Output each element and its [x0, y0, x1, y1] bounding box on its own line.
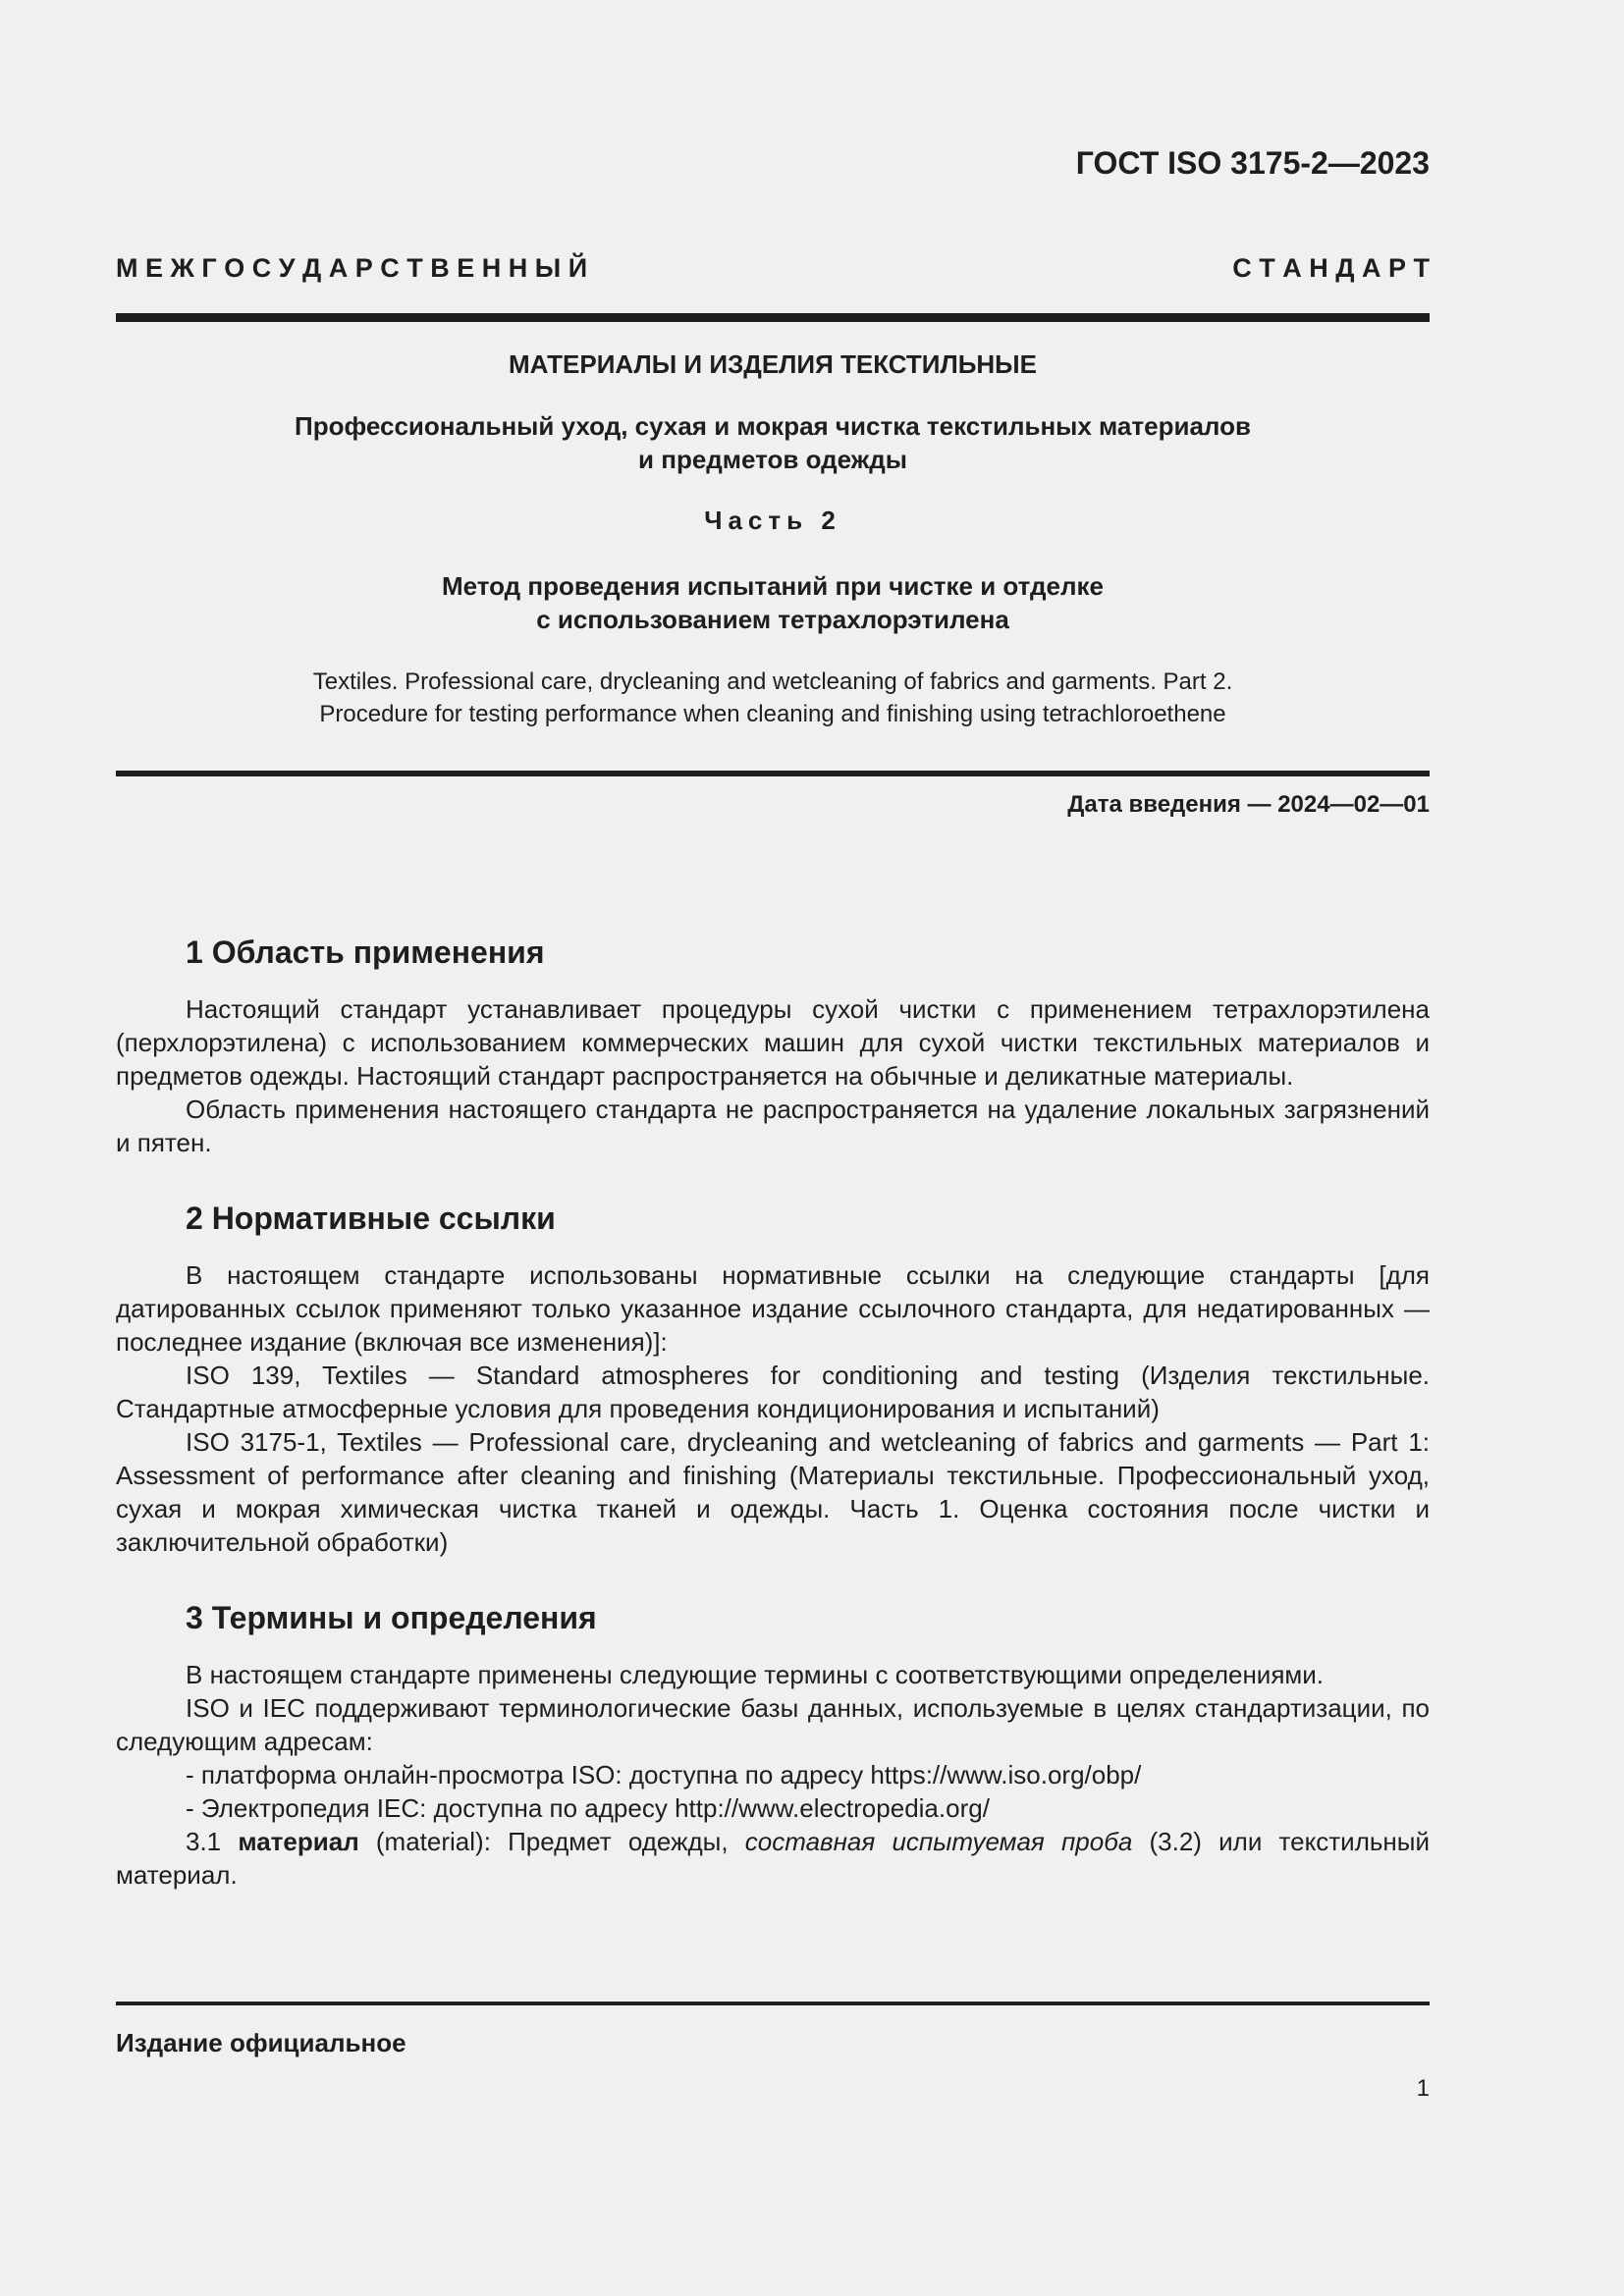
section-3-list-item-iso: - платформа онлайн-просмотра ISO: доступна по адресу https://www.iso.org/obp/: [186, 1760, 1142, 1789]
section-1-paragraph-1: Настоящий стандарт устанавливает процедуры сухой чистки с применением тетрахлорэтилена (перхлорэтилена) с использованием коммерческих машин для сухой чистки текстильных материалов и предметов одежды. Настоящий стандарт распространяется на обычные и деликатные материалы.: [116, 994, 1430, 1091]
section-1-paragraph-2: Область применения настоящего стандарта не распространяется на удаление локальных загрязнений и пятен.: [116, 1095, 1430, 1157]
title-method-line1: Метод проведения испытаний при чистке и отделке: [441, 571, 1105, 601]
title-part: Часть 2: [704, 506, 841, 535]
definition-number: 3.1: [186, 1827, 239, 1856]
section-3-paragraph-1: В настоящем стандарте применены следующие термины с соответствующими определениями.: [186, 1660, 1325, 1689]
page-number: 1: [1416, 2075, 1430, 2102]
introduction-date: Дата введения — 2024—02—01: [1067, 791, 1430, 818]
title-method: [116, 569, 1430, 636]
definition-text-mid: (material): Предмет одежды,: [358, 1827, 745, 1856]
title-subtitle: [116, 409, 1430, 476]
definition-text-end: (3.2) или текстильный материал.: [116, 1827, 1430, 1890]
section-3-title: 3 Термины и определения: [186, 1600, 597, 1635]
title-subtitle-line1: Профессиональный уход, сухая и мокрая чистка текстильных материалов: [295, 411, 1251, 441]
section-2-title: 2 Нормативные ссылки: [186, 1201, 556, 1236]
title-block: [116, 349, 1430, 730]
definition-italic-term: составная испытуемая проба: [744, 1827, 1133, 1856]
definition-3-1: [116, 1825, 1430, 1892]
official-edition-label: Издание официальное: [116, 2028, 406, 2057]
header-word-standard: С Т А Н Д А Р Т: [1232, 253, 1430, 283]
section-2-reference-iso3175-1: ISO 3175-1, Textiles — Professional care, drycleaning and wetcleaning of fabrics and garments — Part 1: Assessment of performance after cleaning and finishing (Материалы текстильные. Профессиональный уход, сухая и мокрая химическая чистка тканей и одежды. Часть 1. Оценка состояния после чистки и заключительной обработки): [116, 1427, 1430, 1557]
standard-type-header: [116, 253, 1430, 284]
document-body: [116, 934, 1430, 1892]
section-3-list-item-iec: - Электропедия IEC: доступна по адресу http://www.electropedia.org/: [186, 1793, 990, 1823]
footer-divider: [116, 2002, 1430, 2005]
section-2-paragraph-1: В настоящем стандарте использованы нормативные ссылки на следующие стандарты [для датированных ссылок применяют только указанное издание ссылочного стандарта, для недатированных — последнее издание (включая все изменения)]:: [116, 1260, 1430, 1357]
title-english-line1: Textiles. Professional care, drycleaning and wetcleaning of fabrics and garments. Part 2.: [312, 668, 1233, 695]
document-page: [116, 0, 1430, 2296]
header-word-interstate: М Е Ж Г О С У Д А Р С Т В Е Н Н Ы Й: [116, 253, 588, 283]
title-english: [116, 666, 1430, 730]
title-method-line2: с использованием тетрахлорэтилена: [536, 605, 1009, 634]
section-3-paragraph-2: ISO и IEC поддерживают терминологические базы данных, используемые в целях стандартизации, по следующим адресам:: [116, 1693, 1430, 1756]
document-code: ГОСТ ISO 3175-2—2023: [1075, 145, 1430, 181]
section-1-title: 1 Область применения: [186, 934, 545, 970]
definition-term: материал: [238, 1827, 359, 1856]
title-english-line2: Procedure for testing performance when cleaning and finishing using tetrachloroethene: [319, 701, 1226, 727]
title-divider: [116, 771, 1430, 776]
header-divider: [116, 313, 1430, 322]
title-subtitle-line2: и предметов одежды: [638, 445, 907, 474]
section-2-reference-iso139: ISO 139, Textiles — Standard atmospheres for conditioning and testing (Изделия текстильные. Стандартные атмосферные условия для проведения кондиционирования и испытаний): [116, 1361, 1430, 1423]
title-main: МАТЕРИАЛЫ И ИЗДЕЛИЯ ТЕКСТИЛЬНЫЕ: [509, 349, 1037, 379]
